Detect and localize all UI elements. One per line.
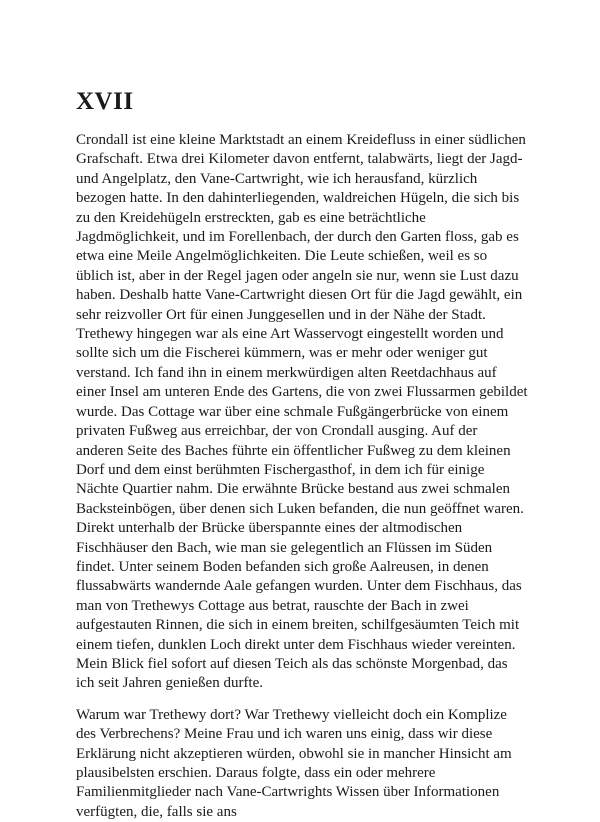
- chapter-heading: XVII: [76, 88, 134, 115]
- paragraph-2: Warum war Trethewy dort? War Trethewy vielleicht doch ein Komplize des Verbrechens? Meine Frau und ich waren uns einig, dass wir diese Erklärung nicht akzeptieren würden, obwohl sie in mancher Hinsicht am plausibelsten erschien. Daraus folgte, dass ein oder mehrere Familienmitglieder nach Vane-Cartwrights Wissen über Informationen verfügten, die, falls sie ans: [76, 706, 512, 820]
- page-content: [76, 88, 528, 822]
- paragraph-1: Crondall ist eine kleine Marktstadt an einem Kreidefluss in einer südlichen Grafschaft. Etwa drei Kilometer davon entfernt, talabwärts, liegt der Jagd- und Angelplatz, den Vane-Cartwright, wie ich herausfand, kürzlich bezogen hatte. In den dahinterliegenden, waldreichen Hügeln, die sich bis zu den Kreidehügeln erstreckten, gab es eine beträchtliche Jagdmöglichkeit, und im Forellenbach, der durch den Garten floss, gab es etwa eine Meile Angelmöglichkeiten. Die Leute schießen, weil es so üblich ist, aber in der Regel jagen oder angeln sie nur, wenn sie Lust dazu haben. Deshalb hatte Vane-Cartwright diesen Ort für die Jagd gewählt, ein sehr reizvoller Ort für einen Junggesellen und in der Nähe der Stadt. Trethewy hingegen war als eine Art Wasservogt eingestellt worden und sollte sich um die Fischerei kümmern, was er mehr oder weniger gut verstand. Ich fand ihn in einem merkwürdigen alten Reetdachhaus auf einer Insel am unteren Ende des Gartens, die von zwei Flussarmen gebildet wurde. Das Cottage war über eine schmale Fußgängerbrücke von einem privaten Fußweg aus erreichbar, der von Crondall ausging. Auf der anderen Seite des Baches führte ein öffentlicher Fußweg zu dem kleinen Dorf und dem einst berühmten Fischergasthof, in dem ich für einige Nächte Quartier nahm. Die erwähnte Brücke bestand aus zwei schmalen Backsteinbögen, über denen sich Luken befanden, die nun geöffnet waren. Direkt unterhalb der Brücke überspannte eines der altmodischen Fischhäuser den Bach, wie man sie gelegentlich an Flüssen im Süden findet. Unter seinem Boden befanden sich große Aalreusen, in denen flussabwärts wandernde Aale gefangen wurden. Unter dem Fischhaus, das man von Trethewys Cottage aus betrat, rauschte der Bach in zwei aufgestauten Rinnen, die sich in einem breiten, schilfgesäumten Teich mit einem tiefen, dunklen Loch direkt unter dem Fischhaus wieder vereinten. Mein Blick fiel sofort auf diesen Teich als das schönste Morgenbad, das ich seit Jahren genießen durfte.: [76, 132, 528, 692]
